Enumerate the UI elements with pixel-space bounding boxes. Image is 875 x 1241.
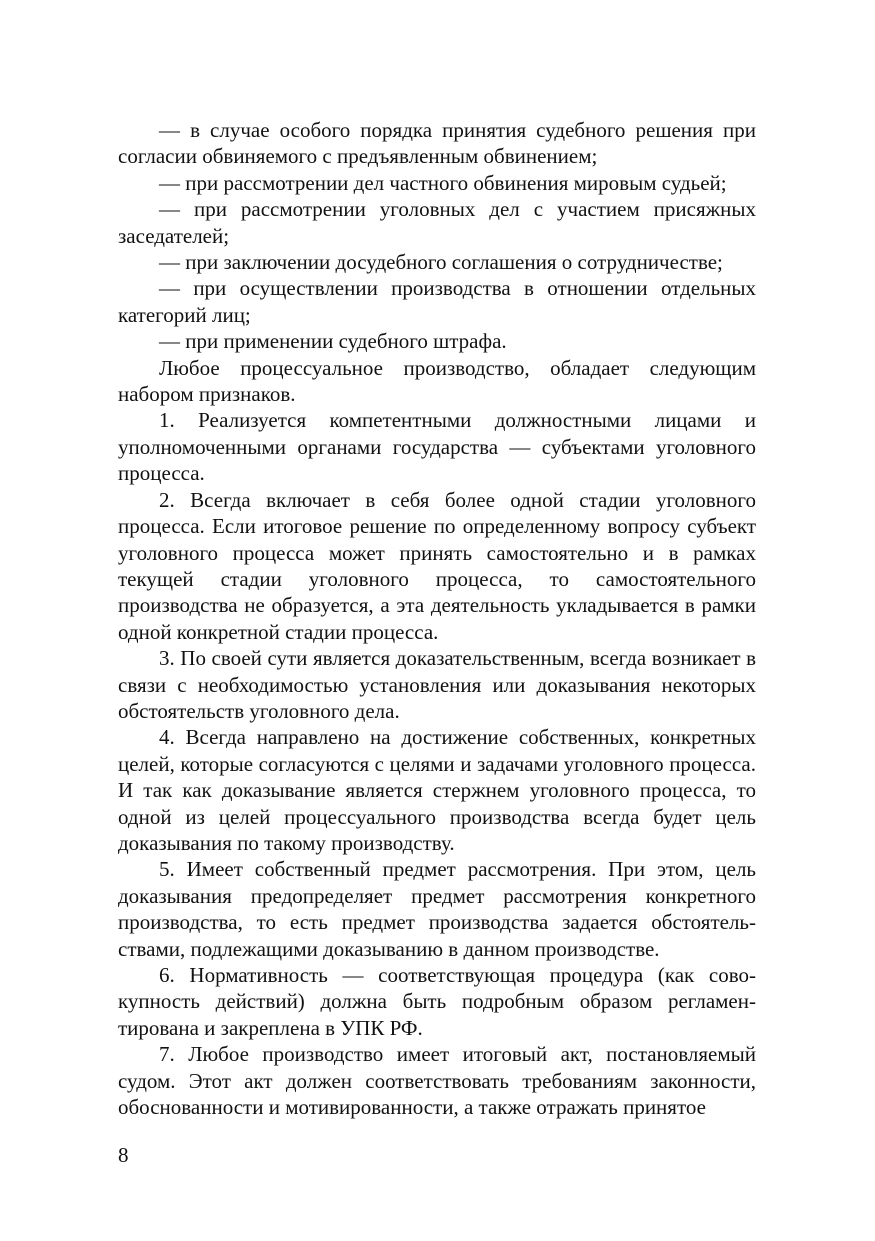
paragraph-feature-4: 4. Всегда направлено на достижение собственных, конкретных целей, которые согласуются с целями и задачами уголовного процесса. И так как доказывание является стержнем уголовного процесса, то одной из целей процессуального производства всегда будет цель доказывания по такому производству. <box>118 725 756 855</box>
paragraph-feature-5: 5. Имеет собственный предмет рассмотрения. При этом, цель доказывания предопределяет предмет рассмотрения конкретного производства, то есть предмет производства задается обстоятельствами, подлежащими доказыванию в данном производстве. <box>118 857 756 961</box>
paragraph-feature-6: 6. Нормативность — соответствующая процедура (как совокупность действий) должна быть подробным образом регламентирована и закреплена в УПК РФ. <box>118 963 756 1040</box>
paragraph-feature-3: 3. По своей сути является доказательственным, всегда возникает в связи с необходимостью установления или доказывания некоторых обстоятельств уголовного дела. <box>118 646 756 723</box>
paragraph-feature-7: 7. Любое производство имеет итоговый акт, постановляемый судом. Этот акт должен соответствовать требованиям законности, обоснованности и мотивированности, а также отражать принятое <box>118 1042 756 1120</box>
body-text <box>118 117 756 1120</box>
paragraph-pretrial-agreement: — при заключении досудебного соглашения о сотрудничестве; <box>159 250 723 275</box>
paragraph-court-fine: — при применении судебного штрафа. <box>159 329 507 354</box>
paragraph-jury: — при рассмотрении уголовных дел с участием присяжных заседателей; <box>118 197 756 248</box>
paragraph-feature-1: 1. Реализуется компетентными должностными лицами и уполномоченными органами государства — субъектами уголовного процесса. <box>118 408 756 486</box>
page-number: 8 <box>118 1143 129 1167</box>
paragraph-special-order: — в случае особого порядка принятия судебного решения при согласии обвиняемого с предъявленным обвинением; <box>118 118 756 169</box>
paragraph-special-persons: — при осуществлении производства в отношении отдельных категорий лиц; <box>118 276 756 327</box>
paragraph-private-prosecution: — при рассмотрении дел частного обвинения мировым судьей; <box>159 170 727 195</box>
paragraph-feature-2: 2. Всегда включает в себя более одной стадии уголовного процесса. Если итоговое решение по определенному вопросу субъект уголовного процесса может принять самостоятельно и в рамках текущей стадии уголовного процесса, то самостоятельного производства не образуется, а эта деятельность укладывается в рамки одной конкретной стадии процесса. <box>118 487 756 644</box>
paragraph-features-intro: Любое процессуальное производство, обладает следующим набором признаков. <box>118 355 756 407</box>
